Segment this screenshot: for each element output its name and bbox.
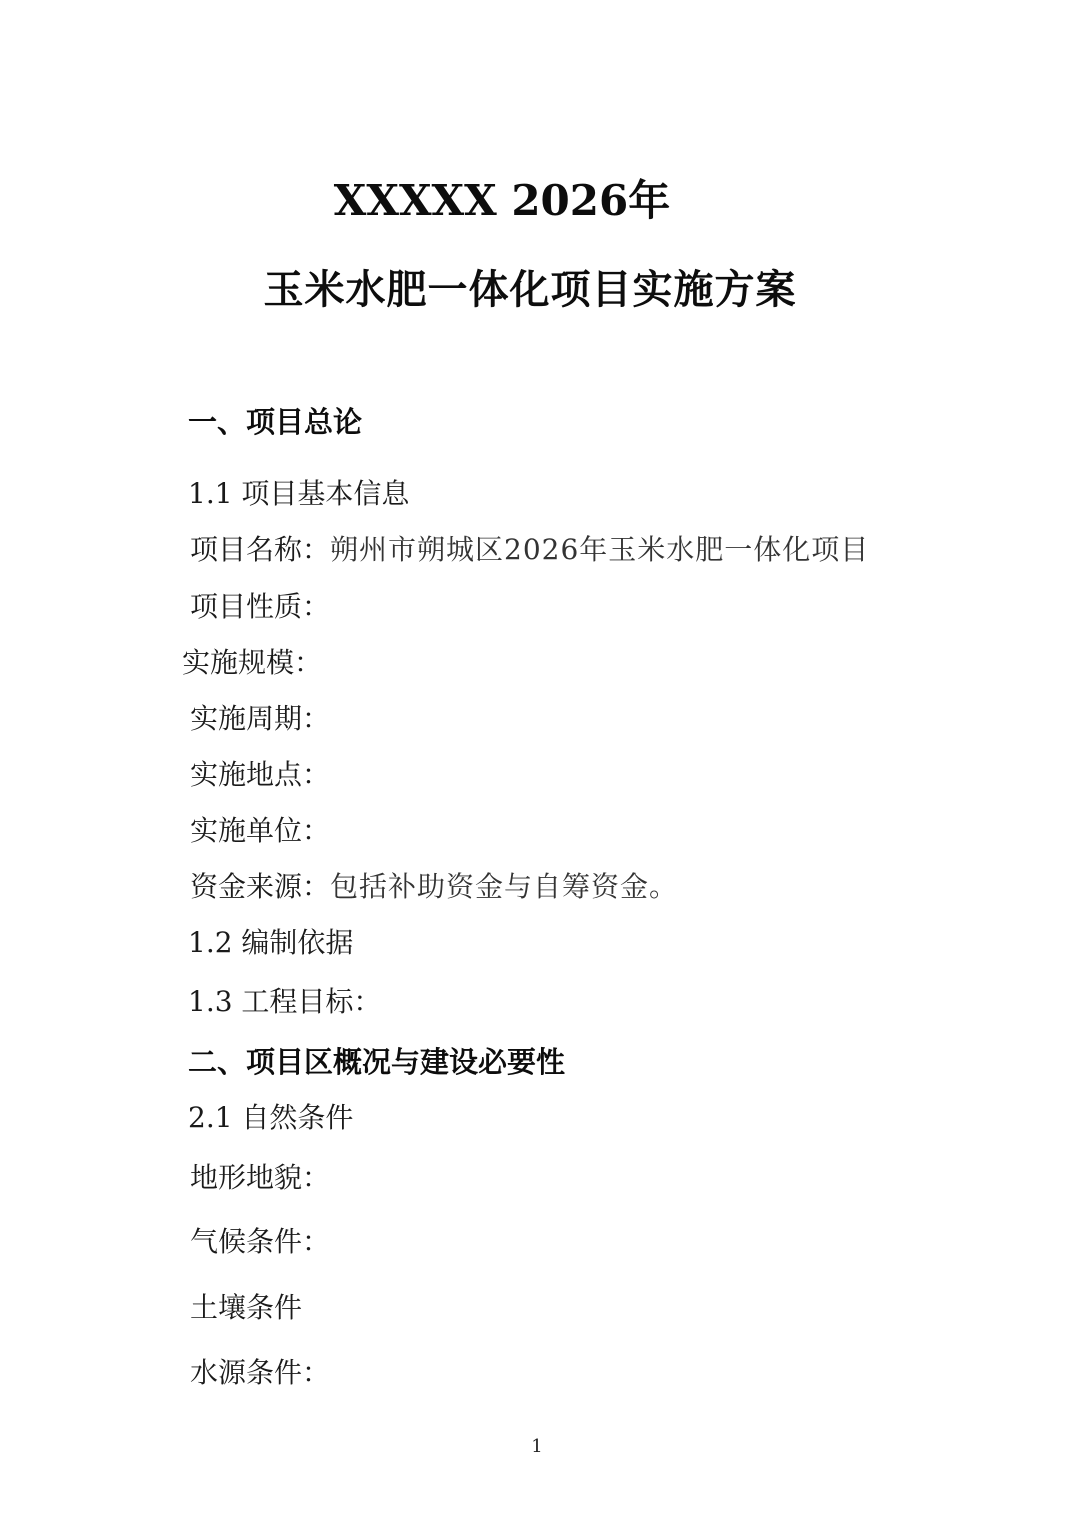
field-label: 实施单位： [190, 814, 331, 847]
field-label: 气候条件： [190, 1225, 331, 1258]
field-label: 水源条件： [190, 1356, 331, 1389]
subsection-1-3: 1.3 工程目标： [188, 985, 382, 1018]
field-funding-source [190, 865, 678, 905]
document-title-line-1: XXXXX 2026年 [333, 176, 671, 225]
subsection-1-2: 1.2 编制依据 [188, 926, 354, 959]
field-value: 包括补助资金与自筹资金。 [330, 870, 679, 903]
field-label: 实施周期： [190, 702, 331, 735]
field-label: 项目性质： [190, 590, 331, 623]
field-label: 土壤条件 [190, 1291, 303, 1324]
page-number: 1 [531, 1436, 543, 1457]
subsection-2-1: 2.1 自然条件 [188, 1101, 354, 1134]
field-value: 朔州市朔城区2026年玉米水肥一体化项目 [330, 533, 870, 566]
field-label: 实施规模： [182, 646, 323, 679]
field-scale [182, 641, 322, 681]
field-climate [190, 1220, 330, 1260]
field-location [190, 753, 330, 793]
subsection-1-1: 1.1 项目基本信息 [188, 477, 410, 510]
field-project-nature [190, 585, 330, 625]
field-label: 实施地点： [190, 758, 331, 791]
field-project-name [190, 528, 869, 568]
document-title-line-2: 玉米水肥一体化项目实施方案 [263, 266, 797, 313]
field-terrain [190, 1156, 330, 1196]
field-water-source [190, 1351, 330, 1391]
field-period [190, 697, 330, 737]
field-label: 资金来源： [190, 870, 331, 903]
field-soil [190, 1286, 302, 1326]
field-label: 项目名称： [190, 533, 331, 566]
field-label: 地形地貌： [190, 1161, 331, 1194]
section-heading-1: 一、项目总论 [188, 405, 363, 439]
section-heading-2: 二、项目区概况与建设必要性 [188, 1045, 566, 1079]
field-implementer [190, 809, 330, 849]
